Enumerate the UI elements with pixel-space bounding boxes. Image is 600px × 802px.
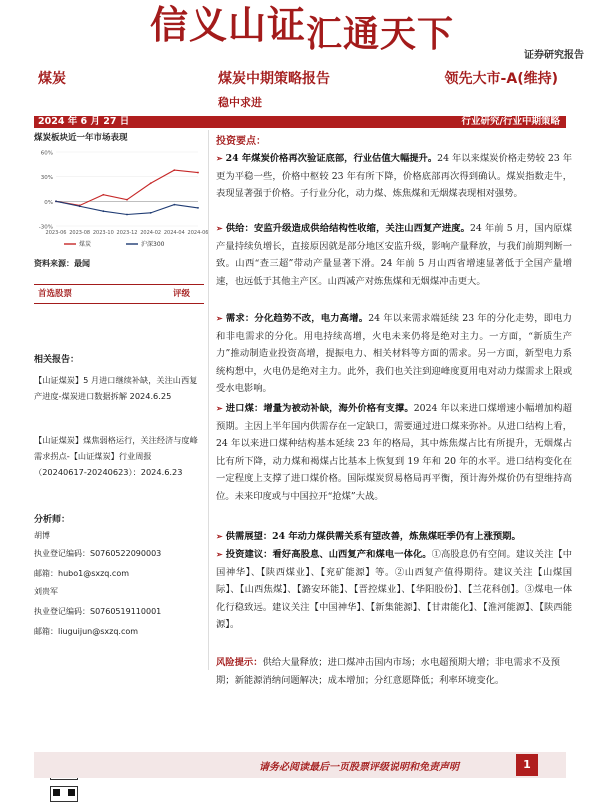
report-title: 煤炭中期策略报告 xyxy=(218,71,330,87)
logo-line-2: 汇通天下 xyxy=(306,13,455,55)
data-point xyxy=(197,172,199,174)
page-number: 1 xyxy=(516,754,538,776)
data-point xyxy=(173,169,175,171)
series-line-1 xyxy=(56,201,198,214)
report-header xyxy=(0,66,600,114)
column-divider xyxy=(208,130,209,670)
analyst-reg: 执业登记编码：S0760519110001 xyxy=(34,607,162,616)
x-tick-label: 2023-08 xyxy=(69,230,91,236)
x-tick-label: 2024-06 xyxy=(187,230,209,236)
data-point xyxy=(102,194,104,196)
analyst-reg: 执业登记编码：S0760522090003 xyxy=(34,549,162,558)
rating-label: 领先大市-A(维持) xyxy=(444,71,558,87)
bullet-icon: ➢ xyxy=(216,531,223,541)
x-tick-label: 2023-10 xyxy=(92,230,114,236)
related-report-item[interactable]: 【山证煤炭】煤焦弱格运行，关注经济与度峰需求拐点-【山证煤炭】行业周报（20240617-20240623）：2024.6.23 xyxy=(34,435,198,477)
point-paragraph: ➢ 供需展望：24 年动力煤供需关系有望改善，炼焦煤旺季仍有上涨预期。 xyxy=(216,531,521,542)
risk-text: 供给大量释放；进口煤冲击国内市场；水电超预期大增；非电需求不及预期；新能源消纳问题解决；成本增加；分红意愿降低；利率环境变化。 xyxy=(216,657,561,686)
data-point xyxy=(126,214,128,216)
y-tick-label: 0% xyxy=(44,199,53,206)
related-reports-title: 相关报告： xyxy=(34,355,80,365)
x-tick-label: 2023-12 xyxy=(116,230,138,236)
chart-svg xyxy=(34,146,209,252)
point-paragraph: ➢ 需求：分化趋势不改，电力高增。24 年以来需求端延续 23 年的分化走势，即电力和非电需求的分化。用电持续高增，火电未来仍将是绝对主力。一方面，“新质生产力”推动制造业投资高增，提振电力、相关材料等方面的需求。另一方面，新型电力系统构想中，火电仍是绝对主力。此外，我们也关注到迎峰度夏用电对动力煤需求上限或受水电影响。 xyxy=(216,313,572,395)
data-point xyxy=(55,200,57,202)
x-tick-label: 2024-04 xyxy=(163,230,185,236)
bullet-icon: ➢ xyxy=(216,223,223,233)
y-tick-label: 30% xyxy=(40,175,53,182)
report-subtitle: 稳中求进 xyxy=(218,96,262,109)
sector-label: 煤炭 xyxy=(38,71,66,87)
chart-title: 煤炭板块近一年市场表现 xyxy=(34,133,128,143)
analysts-title: 分析师： xyxy=(34,515,71,525)
x-tick-label: 2024-02 xyxy=(140,230,162,236)
analyst-email[interactable]: 邮箱：hubo1@sxzq.com xyxy=(34,569,130,578)
logo-line-1: 信义山证 xyxy=(150,2,307,47)
bullet-icon: ➢ xyxy=(216,153,223,163)
report-type-label: 证券研究报告 xyxy=(524,50,584,61)
risk-warning xyxy=(216,654,572,689)
point-paragraph: ➢ 供给：安监升级造成供给结构性收缩，关注山西复产进度。24 年前 5 月，国内原煤产量持续负增长，直接原因就是部分地区安监升级，影响产量释放，与我们前期判断一致。山西“查三超”带动产量显著下滑。24 年前 5 月山西省增速显著低于全国产量增速，也远低于其他主产区。山西减产对炼焦煤和无烟煤冲击更大。 xyxy=(216,223,572,287)
related-report-item[interactable]: 【山证煤炭】5 月进口继续补缺，关注山西复产进度-煤炭进口数据拆解 2024.6.25 xyxy=(34,375,198,401)
analyst-name: 胡博 xyxy=(34,531,50,540)
point-paragraph: ➢ 24 年煤炭价格再次验证底部，行业估值大幅提升。24 年以来煤炭价格走势较 23 年更为平稳一些，价格中枢较 23 年有所下降，价格底部再次得到确认。煤炭指数走牛，表现显著强于价格。子行业分化，动力煤、炼焦煤和无烟煤表现相对强势。 xyxy=(216,153,572,200)
data-point xyxy=(150,212,152,214)
report-category: 行业研究/行业中期策略 xyxy=(461,116,560,127)
y-tick-label: -30% xyxy=(38,224,53,231)
preferred-stock-header: 首选股票 xyxy=(38,289,73,299)
report-date: 2024 年 6 月 27 日 xyxy=(38,116,130,127)
data-point xyxy=(102,210,104,212)
legend-label: 煤炭 xyxy=(79,241,92,248)
investment-points-title: 投资要点： xyxy=(216,136,266,147)
rating-header: 评级 xyxy=(172,289,190,299)
point-paragraph: ➢ 投资建议：看好高股息、山西复产和煤电一体化。①高股息仍有空间。建议关注【中国神华】、【陕西煤业】、【兖矿能源】等。②山西复产值得期待。建议关注【山煤国际】、【山西焦煤】、【潞安环能】、【晋控煤业】、【华阳股份】、【兰花科创】。③煤电一体化行稳致远。建议关注【中国神华】、【新集能源】、【甘肃能化】、【淮河能源】、【陕西能源】。 xyxy=(216,549,572,631)
x-tick-label: 2023-06 xyxy=(45,230,67,236)
data-point xyxy=(79,205,81,207)
risk-label: 风险提示： xyxy=(216,657,263,668)
market-chart xyxy=(34,146,209,252)
date-bar xyxy=(34,116,566,128)
qr-code-icon xyxy=(50,786,78,802)
disclaimer-link[interactable]: 请务必阅读最后一页股票评级说明和免责声明 xyxy=(259,762,459,773)
legend-label: 沪深300 xyxy=(141,241,165,248)
point-paragraph: ➢ 进口煤：增量为被动补缺，海外价格有支撑。2024 年以来进口煤增速小幅增加构超预期。主因上半年国内供需存在一定缺口，需要通过进口煤来弥补。从进口结构上看，24 年以来进口煤种结构基本延续 23 年的格局，其中炼焦煤占比有所提升，无烟煤占比有所下降，动力煤和褐煤占比基本上恢复到 19 年和 20 年的水平。进口结构变化在一定程度上支撑了进口煤价格。国际煤炭贸易格局再平衡，预计海外煤价仍有望维持高位。未来印度或与中国拉开“抢煤”大战。 xyxy=(216,403,572,502)
data-point xyxy=(126,199,128,201)
bullet-icon: ➢ xyxy=(216,549,223,559)
brand-logo xyxy=(150,0,470,55)
analyst-name: 刘贵军 xyxy=(34,587,58,596)
chart-source: 资料来源：最闻 xyxy=(34,259,90,268)
analyst-email[interactable]: 邮箱：liuguijun@sxzq.com xyxy=(34,627,139,636)
data-point xyxy=(197,207,199,209)
bullet-icon: ➢ xyxy=(216,313,223,323)
preferred-stock-table-header xyxy=(34,284,204,304)
footer-bar xyxy=(34,752,566,778)
y-tick-label: 60% xyxy=(40,150,53,157)
data-point xyxy=(173,204,175,206)
data-point xyxy=(150,182,152,184)
bullet-icon: ➢ xyxy=(216,403,223,413)
